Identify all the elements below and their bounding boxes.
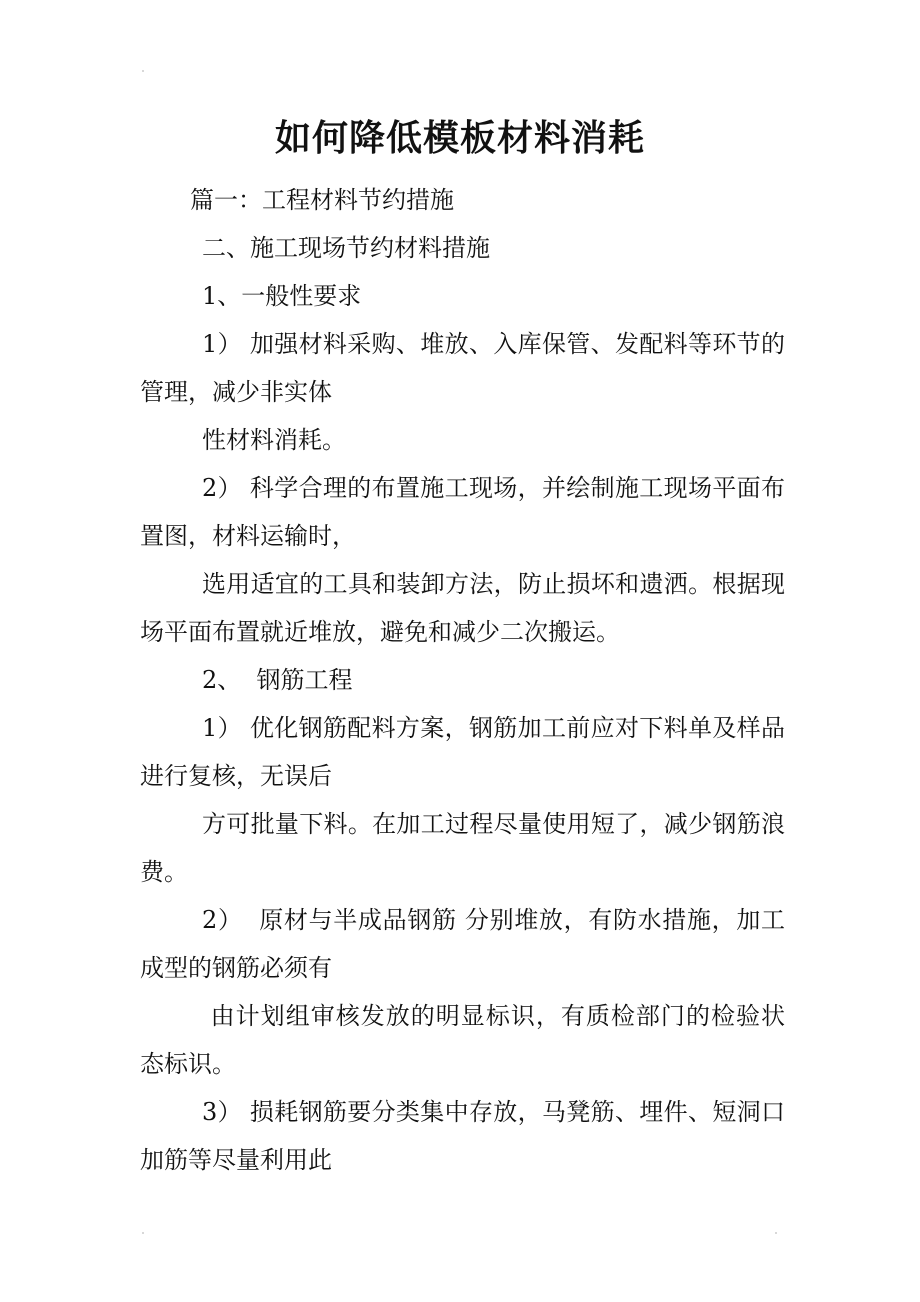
paragraph-body: 性材料消耗。: [202, 426, 346, 454]
paragraph-body: 1） 优化钢筋配料方案，钢筋加工前应对下料单及样品进行复核，无误后: [140, 714, 785, 790]
paragraph-item-heading: 1、一般性要求: [202, 282, 362, 310]
paragraph-body: 2） 科学合理的布置施工现场，并绘制施工现场平面布置图，材料运输时，: [140, 474, 785, 550]
paragraph-section-heading: 篇一：工程材料节约措施: [190, 186, 454, 214]
paragraph-body: 由计划组审核发放的明显标识，有质检部门的检验状态标识。: [140, 1002, 785, 1078]
document-body: [140, 176, 785, 1184]
paragraph-body: 2） 原材与半成品钢筋 分别堆放，有防水措施，加工成型的钢筋必须有: [140, 906, 785, 982]
paragraph-body: 3） 损耗钢筋要分类集中存放，马凳筋、埋件、短洞口加筋等尽量利用此: [140, 1098, 785, 1174]
page-corner-mark: [142, 1232, 144, 1234]
page-corner-mark: [775, 1232, 777, 1234]
paragraph-body: 1） 加强材料采购、堆放、入库保管、发配料等环节的管理，减少非实体: [140, 330, 785, 406]
paragraph-subheading: 二、施工现场节约材料措施: [202, 234, 490, 262]
paragraph-item-heading: 2、 钢筋工程: [202, 666, 353, 694]
page-corner-mark: [142, 70, 144, 72]
document-title: 如何降低模板材料消耗: [274, 117, 645, 159]
paragraph-body: 方可批量下料。在加工过程尽量使用短了，减少钢筋浪费。: [140, 810, 785, 886]
paragraph-body: 选用适宜的工具和装卸方法，防止损坏和遗洒。根据现场平面布置就近堆放，避免和减少二次搬运。: [140, 570, 785, 646]
